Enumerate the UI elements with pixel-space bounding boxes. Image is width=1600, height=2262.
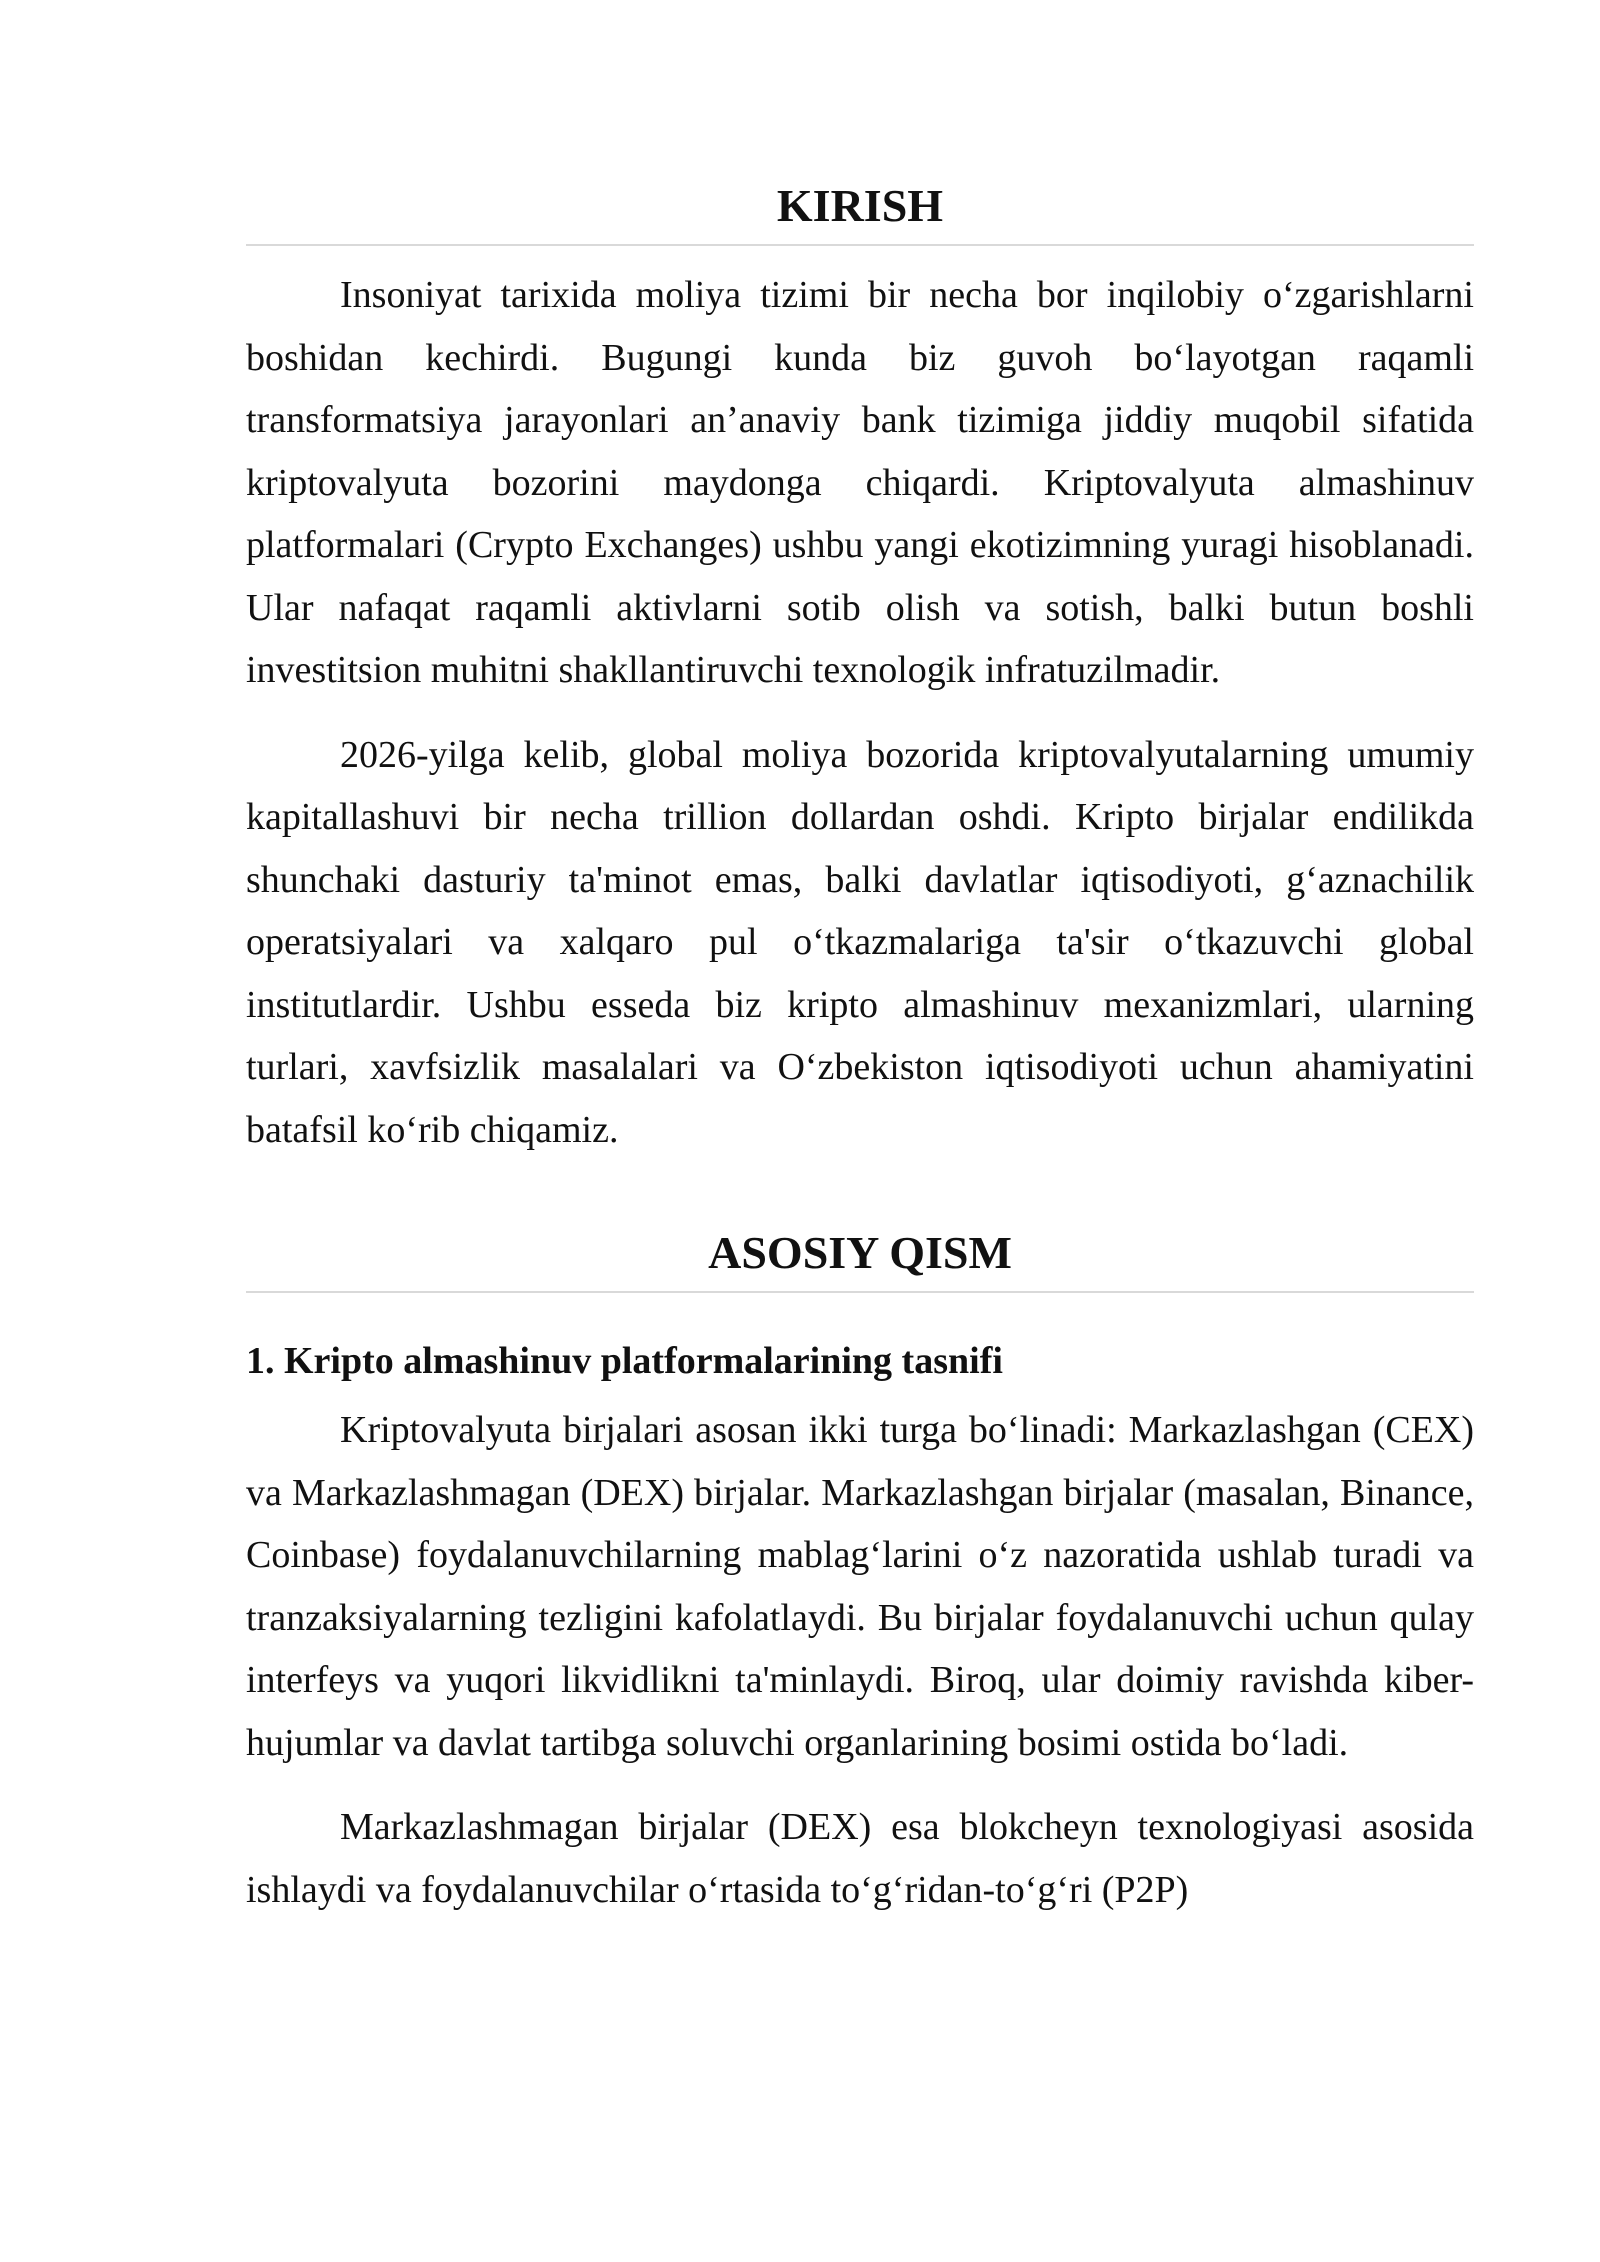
kirish-paragraph-2: 2026-yilga kelib, global moliya bozorida kriptovalyutalarning umumiy kapitallashuvi bir necha trillion dollardan oshdi. Kripto birjalar endilikda shunchaki dasturiy ta'minot emas, balki davlatlar iqtisodiyoti, g‘aznachilik operatsiyalari va xalqaro pul o‘tkazmalariga ta'sir o‘tkazuvchi global institutlardir. Ushbu esseda biz kripto almashinuv mexanizmlari, ularning turlari, xavfsizlik masalalari va O‘zbekiston iqtisodiyoti uchun ahamiyatini batafsil ko‘rib chiqamiz. <box>246 733 1474 1151</box>
subsection-title-1: 1. Kripto almashinuv platformalarining tasnifi <box>246 1340 1003 1382</box>
document-body <box>246 178 1474 1921</box>
section-title-kirish: KIRISH <box>246 178 1474 246</box>
subsection-1-paragraph-1: Kriptovalyuta birjalari asosan ikki turga bo‘linadi: Markazlashgan (CEX) va Markazlashmagan (DEX) birjalar. Markazlashgan birjalar (masalan, Binance, Coinbase) foydalanuvchilarning mablag‘larini o‘z nazoratida ushlab turadi va tranzaksiyalarning tezligini kafolatlaydi. Bu birjalar foydalanuvchi uchun qulay interfeys va yuqori likvidlikni ta'minlaydi. Biroq, ular doimiy ravishda kiber-hujumlar va davlat tartibga soluvchi organlarining bosimi ostida bo‘ladi. <box>246 1409 1474 1764</box>
kirish-paragraph-1: Insoniyat tarixida moliya tizimi bir necha bor inqilobiy o‘zgarishlarni boshidan kechirdi. Bugungi kunda biz guvoh bo‘layotgan raqamli transformatsiya jarayonlari an’anaviy bank tizimiga jiddiy muqobil sifatida kriptovalyuta bozorini maydonga chiqardi. Kriptovalyuta almashinuv platformalari (Crypto Exchanges) ushbu yangi ekotizimning yuragi hisoblanadi. Ular nafaqat raqamli aktivlarni sotib olish va sotish, balki butun boshli investitsion muhitni shakllantiruvchi texnologik infratuzilmadir. <box>246 274 1474 691</box>
subsection-1-paragraph-2: Markazlashmagan birjalar (DEX) esa blokcheyn texnologiyasi asosida ishlaydi va foydalanuvchilar o‘rtasida to‘g‘ridan-to‘g‘ri (P2P) <box>246 1806 1474 1911</box>
section-title-asosiy-qism: ASOSIY QISM <box>246 1225 1474 1293</box>
